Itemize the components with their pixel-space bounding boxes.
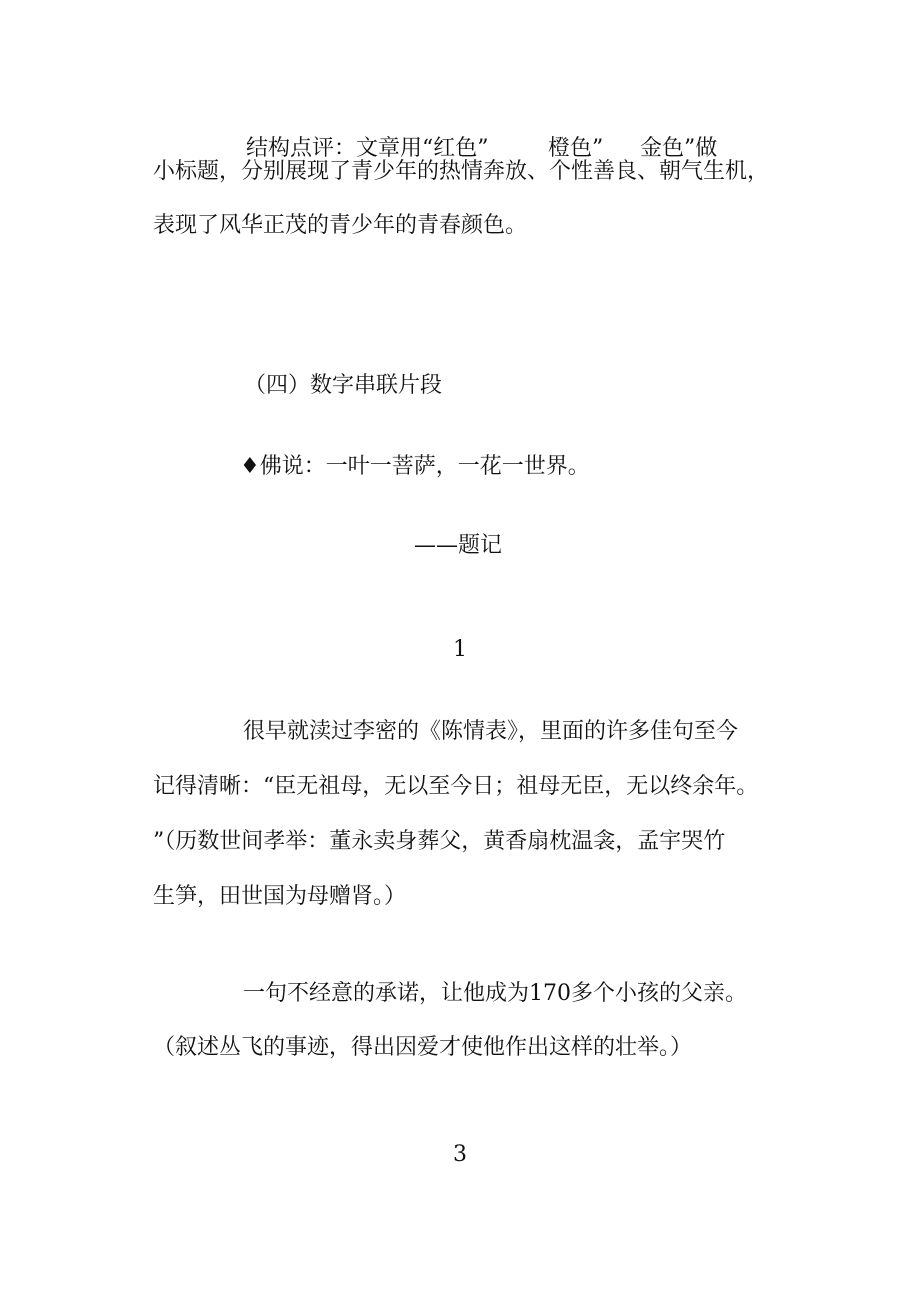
comment-line-3: 表现了风华正茂的青少年的青春颜色。: [153, 213, 528, 238]
comment-line-2: 小标题，分别展现了青少年的热情奔放、个性善良、朝气生机，: [153, 159, 770, 184]
part1-line-4: 生笋，田世国为母赠肾。）: [153, 884, 407, 909]
part2-line-1: 一句不经意的承诺，让他成为170多个小孩的父亲。: [243, 981, 747, 1006]
comment-line-1c: 金色”做: [640, 136, 718, 161]
comment-line-1a: 结构点评：文章用“红色”: [246, 136, 489, 161]
part1-line-3: ”（历数世间孝举：董永卖身葬父，黄香扇枕温衾，孟宇哭竹: [153, 829, 726, 854]
comment-line-1b: 橙色”: [548, 136, 604, 161]
epigraph-note: ——题记: [414, 533, 503, 558]
part2-line-2: （叙述丛飞的事迹，得出因爱才使他作出这样的壮举。）: [153, 1035, 693, 1060]
part-number-1: 1: [453, 637, 467, 662]
part1-line-2: 记得清晰：“臣无祖母，无以至今日；祖母无臣，无以终余年。: [153, 774, 759, 799]
part1-line-1: 很早就渎过李密的《陈情表》，里面的许多佳句至今: [243, 719, 739, 744]
section-heading: （四）数字串联片段: [244, 373, 443, 398]
epigraph: ♦佛说：一叶一菩萨，一花一世界。: [240, 454, 590, 479]
part-number-3: 3: [453, 1142, 467, 1167]
